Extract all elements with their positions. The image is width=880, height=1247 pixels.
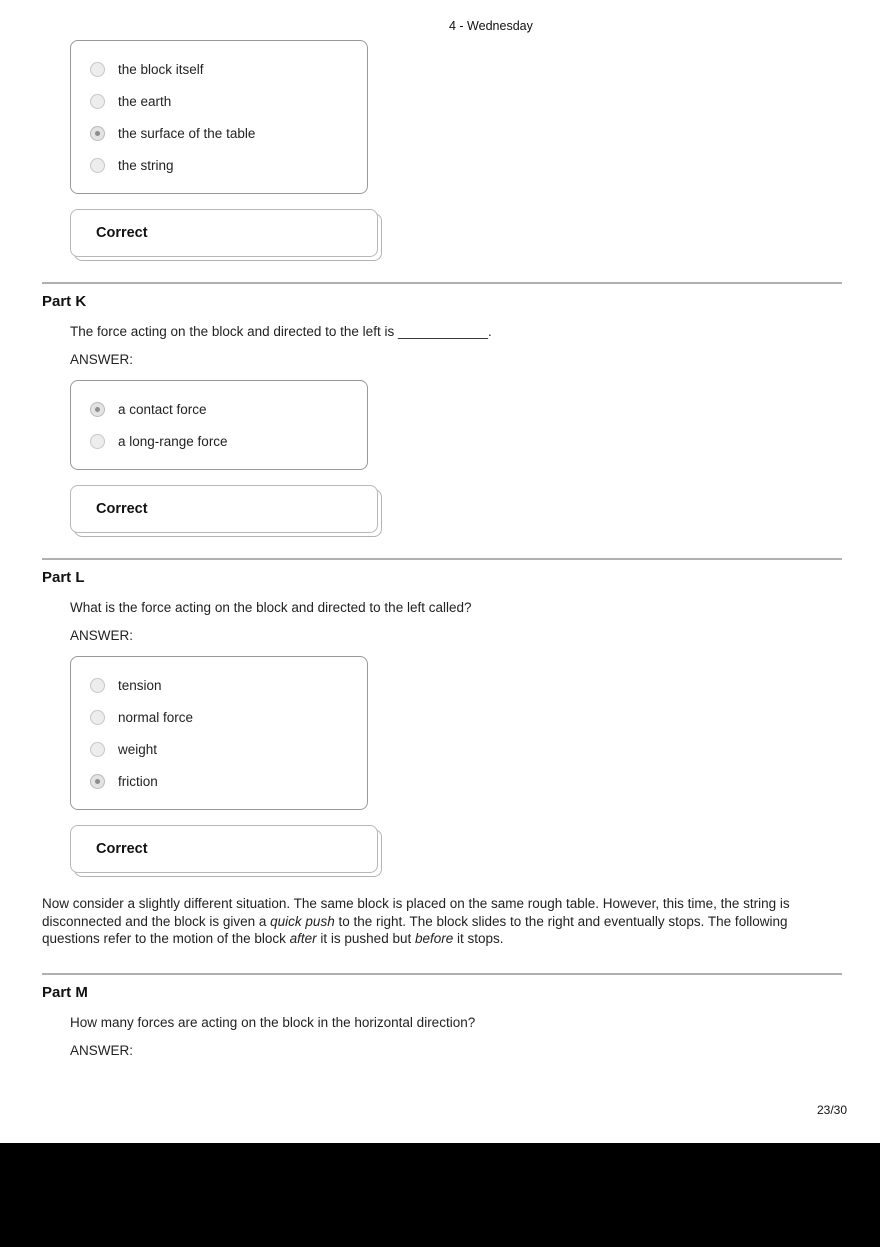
radio-icon[interactable] (90, 434, 105, 449)
paragraph-line: Now consider a slightly different situation. The same block is placed on the same rough table. However, this time, the string is (42, 896, 790, 911)
part-heading: Part L (42, 569, 85, 586)
correct-status-label: Correct (96, 501, 148, 517)
option-row[interactable] (71, 425, 367, 457)
page-number-indicator: 23/30 (816, 1103, 847, 1117)
option-row[interactable] (71, 393, 367, 425)
section-divider (42, 282, 842, 284)
bottom-black-bar (0, 1143, 880, 1247)
radio-icon[interactable] (90, 742, 105, 757)
radio-icon[interactable] (90, 158, 105, 173)
radio-selected-icon[interactable] (90, 402, 105, 417)
option-label: weight (118, 741, 158, 757)
correct-status (70, 209, 378, 257)
option-row[interactable] (71, 733, 367, 765)
options-box (70, 656, 368, 810)
option-row[interactable] (71, 669, 367, 701)
question-text: What is the force acting on the block and directed to the left called? (70, 600, 472, 615)
answer-label: ANSWER: (70, 628, 134, 643)
paragraph-line: questions refer to the motion of the block after it is pushed but before it stops. (42, 931, 504, 946)
question-block (0, 558, 880, 873)
section-divider (42, 558, 842, 560)
option-label: normal force (118, 709, 194, 725)
options-box (70, 40, 368, 194)
question-block (0, 282, 880, 533)
option-row[interactable] (71, 149, 367, 181)
option-label: a long-range force (118, 433, 228, 449)
option-row[interactable] (71, 85, 367, 117)
option-label: the earth (118, 93, 172, 109)
question-text: How many forces are acting on the block in the horizontal direction? (70, 1014, 476, 1030)
correct-status-label: Correct (96, 841, 148, 857)
paragraph-line: disconnected and the block is given a quick push to the right. The block slides to the right and eventually stops. The following (42, 913, 788, 929)
radio-selected-icon[interactable] (90, 126, 105, 141)
option-row[interactable] (71, 53, 367, 85)
option-label: the surface of the table (118, 125, 256, 141)
option-label: the block itself (118, 61, 204, 77)
radio-icon[interactable] (90, 710, 105, 725)
question-text: The force acting on the block and directed to the left is ____________. (70, 324, 492, 339)
answer-label: ANSWER: (70, 352, 134, 367)
option-label: the string (118, 157, 174, 173)
radio-icon[interactable] (90, 678, 105, 693)
part-heading: Part K (42, 293, 87, 310)
section-divider (42, 973, 842, 975)
part-heading: Part M (42, 983, 88, 1001)
option-row[interactable] (71, 701, 367, 733)
option-label: tension (118, 677, 162, 693)
question-block (0, 40, 880, 257)
option-row[interactable] (71, 117, 367, 149)
page-header-title: 4 - Wednesday (449, 19, 533, 33)
option-row[interactable] (71, 765, 367, 797)
option-label: a contact force (118, 401, 207, 417)
option-label: friction (118, 773, 158, 789)
radio-icon[interactable] (90, 62, 105, 77)
correct-status-label: Correct (96, 225, 148, 241)
interlude-paragraph (42, 895, 844, 948)
correct-status (70, 825, 378, 873)
answer-label: ANSWER: (70, 1042, 134, 1058)
radio-icon[interactable] (90, 94, 105, 109)
correct-status (70, 485, 378, 533)
options-box (70, 380, 368, 470)
radio-selected-icon[interactable] (90, 774, 105, 789)
question-blocks (0, 40, 880, 873)
